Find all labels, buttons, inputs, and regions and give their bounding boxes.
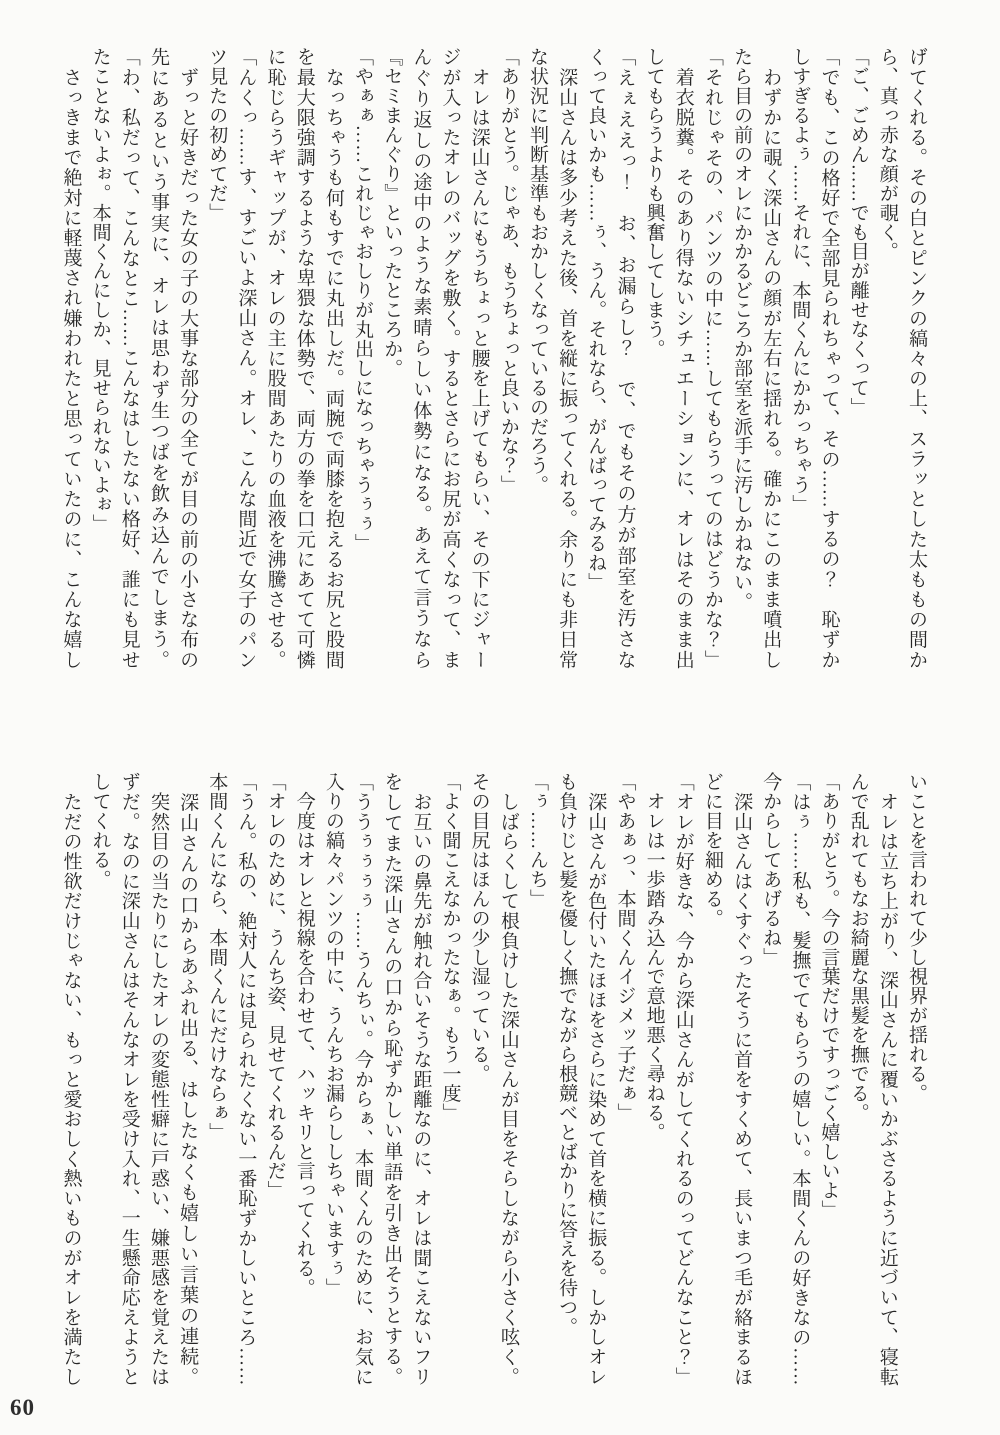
text-column: 「ぅ……んち」 xyxy=(526,772,548,909)
text-column: 今からしてあげるね」 xyxy=(760,772,782,967)
text-column: 先にあるという事実に、オレは思わず生つばを飲み込んでしまう。 xyxy=(147,47,169,669)
text-column: 深山さんは多少考えた後、首を縦に振ってくれる。余りにも非日常 xyxy=(556,47,578,669)
text-column: 深山さんはくすぐったそうに首をすくめて、長いまつ毛が絡まるほ xyxy=(731,772,753,1386)
text-column: 『セミまんぐり』といったところか。 xyxy=(381,47,403,378)
text-column: な状況に判断基準もおかしくなっているのだろう。 xyxy=(526,47,548,495)
text-column: お互いの鼻先が触れ合いそうな距離なのに、オレは聞こえないフリ xyxy=(410,772,432,1386)
text-column: ツ見たの初めてだ」 xyxy=(206,47,228,223)
text-column: 深山さんの口からあふれ出る、はしたなくも嬉しい言葉の連続。 xyxy=(177,772,199,1386)
text-column: オレは立ち上がり、深山さんに覆いかぶさるように近づいて、寝転 xyxy=(876,772,898,1386)
text-column: 「んくっ……す、すごいよ深山さん。オレ、こんな間近で女子のパン xyxy=(235,47,257,669)
text-column: 「よく聞こえなかったなぁ。もう一度」 xyxy=(439,772,461,1123)
text-column: わずかに覗く深山さんの顔が左右に揺れる。確かにこのまま噴出し xyxy=(760,47,782,669)
text-column: 「わ、私だって、こんなとこ……こんなはしたない格好、誰にも見せ xyxy=(118,47,140,669)
page-number: 60 xyxy=(10,1395,35,1420)
text-column: 「はぅ……私も、髪撫でてもらうの嬉しい。本間くんの好きなの…… xyxy=(789,772,811,1386)
text-column: 着衣脱糞。そのあり得ないシチュエーションに、オレはそのまま出 xyxy=(672,47,694,669)
text-column: その目尻はほんの少し湿っている。 xyxy=(468,772,490,1084)
text-column: 今度はオレと視線を合わせて、ハッキリと言ってくれる。 xyxy=(293,772,315,1298)
text-column: さっきまで絶対に軽蔑され嫌われたと思っていたのに、こんな嬉し xyxy=(60,47,82,669)
text-column: オレは一歩踏み込んで意地悪く尋ねる。 xyxy=(643,772,665,1142)
text-column: どに目を細める。 xyxy=(701,772,723,928)
text-column: んで乱れてもなお綺麗な黒髪を撫でる。 xyxy=(847,772,869,1123)
lower-text-block xyxy=(56,772,931,1386)
text-column: を最大限強調するような卑猥な体勢で、両方の拳を口元にあてて可憐 xyxy=(293,47,315,669)
text-column: ずだ。なのに深山さんはそんなオレを受け入れ、一生懸命応えようと xyxy=(118,772,140,1386)
text-column: たら目の前のオレにかかるどころか部室を派手に汚しかねない。 xyxy=(731,47,753,612)
text-column: 「ううぅぅぅぅ……うんちぃ。今からぁ、本間くんのために、お気に xyxy=(352,772,374,1386)
text-column: に恥じらうギャップが、オレの主に股間あたりの血液を沸騰させる。 xyxy=(264,47,286,669)
text-column: してくれる。 xyxy=(89,772,111,889)
text-column: 本間くんになら、本間くんにだけならぁ」 xyxy=(206,772,228,1142)
text-column: 「ありがとう。今の言葉だけですっごく嬉しいよ」 xyxy=(818,772,840,1220)
text-column: 突然目の当たりにしたオレの変態性癖に戸惑い、嫌悪感を覚えたは xyxy=(147,772,169,1386)
text-column: んぐり返しの途中のような素晴らしい体勢になる。あえて言うなら xyxy=(410,47,432,669)
text-column: たことないよぉ。本間くんにしか、見せられないよぉ」 xyxy=(89,47,111,534)
text-column: いことを言われて少し視界が揺れる。 xyxy=(906,772,927,1103)
text-column: 「でも、この格好で全部見られちゃって、その……するの？ 恥ずか xyxy=(818,47,840,669)
text-column: してもらうよりも興奮してしまう。 xyxy=(643,47,665,359)
text-column: ら、真っ赤な顔が覗く。 xyxy=(876,47,898,261)
text-column: しばらくして根負けした深山さんが目をそらしながら小さく呟く。 xyxy=(497,772,519,1386)
text-column: なっちゃうも何もすでに丸出しだ。両腕で両膝を抱えるお尻と股間 xyxy=(322,47,344,669)
text-column: 「うん。私の、絶対人には見られたくない一番恥ずかしいところ…… xyxy=(235,772,257,1386)
text-column: 「ご、ごめん……でも目が離せなくって」 xyxy=(847,47,869,417)
text-column: ただの性欲だけじゃない、もっと愛おしく熱いものがオレを満たし xyxy=(60,772,82,1386)
text-column: 「やぁぁ……これじゃおしりが丸出しになっちゃうぅぅ」 xyxy=(352,47,374,553)
text-column: ジが入ったオレのバッグを敷く。するとさらにお尻が高くなって、ま xyxy=(439,47,461,669)
text-column: も負けじと髪を優しく撫でながら根競べとばかりに答えを待つ。 xyxy=(556,772,578,1337)
text-column: しすぎるよぅ……それに、本間くんにかかっちゃう」 xyxy=(789,47,811,514)
text-column: 「えぇええっ！ お、お漏らし？ で、でもその方が部室を汚さな xyxy=(614,47,636,669)
text-column: 深山さんが色付いたほほをさらに染めて首を横に振る。しかしオレ xyxy=(585,772,607,1386)
text-column: くって良いかも……ぅ、うん。それなら、がんばってみるね」 xyxy=(585,47,607,592)
text-column: 「オレのために、うんち姿、見せてくれるんだ」 xyxy=(264,772,286,1200)
text-column: をしてまた深山さんの口から恥ずかしい単語を引き出そうとする。 xyxy=(381,772,403,1386)
text-column: げてくれる。その白とピンクの縞々の上、スラッとした太ももの間か xyxy=(906,47,927,669)
upper-text-block xyxy=(56,47,931,669)
text-column: ずっと好きだった女の子の大事な部分の全てが目の前の小さな布の xyxy=(177,47,199,669)
text-column: 「オレが好きな、今から深山さんがしてくれるのってどんなこと？」 xyxy=(672,772,694,1386)
text-column: 「それじゃその、パンツの中に……してもらうってのはどうかな？」 xyxy=(701,47,723,669)
text-column: 入りの縞々パンツの中に、うんちお漏らししちゃいますぅ」 xyxy=(322,772,344,1298)
text-column: 「やあぁっ、本間くんイジメッ子だぁ」 xyxy=(614,772,636,1123)
text-column: オレは深山さんにもうちょっと腰を上げてもらい、その下にジャー xyxy=(468,47,490,669)
text-column: 「ありがとう。じゃあ、もうちょっと良いかな？」 xyxy=(497,47,519,495)
